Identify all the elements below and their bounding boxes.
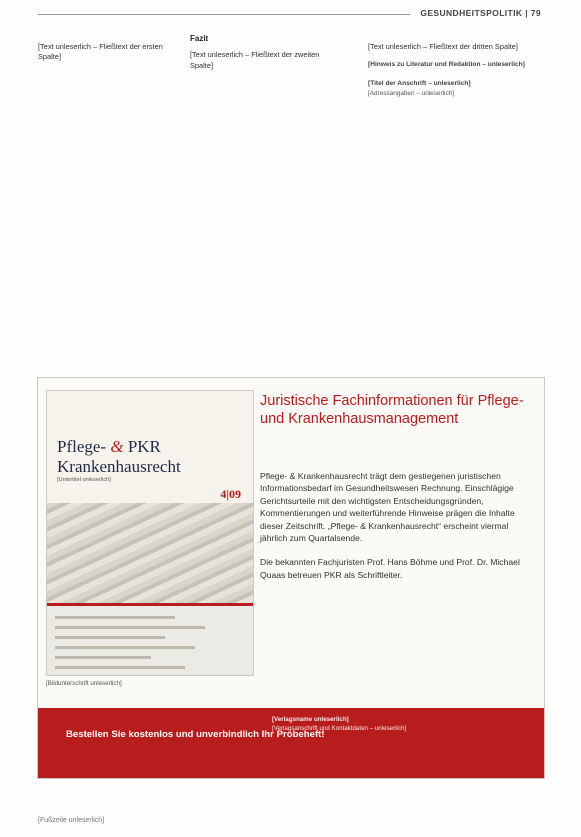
toc-line	[55, 636, 165, 639]
cover-title	[57, 437, 181, 477]
ad-order-bar	[38, 708, 544, 778]
toc-line	[55, 626, 205, 629]
ad-body	[260, 470, 530, 593]
cover-title-abbreviation: PKR	[127, 437, 161, 456]
address-line: [Adressangaben – unleserlich]	[368, 89, 454, 97]
article-column-2	[190, 34, 332, 79]
cover-title-part: Pflege-	[57, 437, 107, 456]
cover-issue-number: 4|09	[220, 487, 241, 501]
toc-line	[55, 646, 195, 649]
article-column-3	[368, 42, 538, 98]
ad-paragraph: Die bekannten Fachjuristen Prof. Hans Böhme und Prof. Dr. Michael Quaas betreuen PKR als Schriftleiter.	[260, 557, 520, 580]
article-paragraph: [Text unleserlich – Fließtext der ersten Spalte]	[38, 42, 163, 62]
cover-caption: [Bildunterschrift unleserlich]	[46, 680, 122, 687]
cover-table-of-contents	[47, 603, 253, 676]
publisher-info	[272, 716, 534, 734]
publisher-name: [Verlagsname unleserlich]	[272, 716, 349, 723]
article-paragraph: [Text unleserlich – Fließtext der zweiten Spalte]	[190, 50, 320, 70]
ad-paragraph: Pflege- & Krankenhausrecht trägt dem gestiegenen juristischen Informationsbedarf im Gesundheitswesen Rechnung. Einschlägige Gerichtsurteile mit den wichtigsten Entscheidungsgründen, Kommentierungen und weiterführende Hinweise prägen die Inhalte dieser Zeitschrift. „Pflege- & Krankenhausrecht“ erscheint viermal jährlich zum Quartalsende.	[260, 471, 515, 544]
address-title: [Titel der Anschrift – unleserlich]	[368, 80, 471, 88]
cover-title-ampersand: &	[110, 437, 124, 456]
toc-line	[55, 666, 185, 669]
advertisement	[37, 377, 545, 779]
toc-line	[55, 656, 151, 659]
literature-note: [Hinweis zu Literatur und Redaktion – unleserlich]	[368, 61, 525, 69]
cover-subtitle: [Untertitel unleserlich]	[57, 477, 111, 483]
order-call-to-action[interactable]: Bestellen Sie kostenlos und unverbindlich Ihr Probeheft!	[66, 729, 325, 740]
article-paragraph: [Text unleserlich – Fließtext der dritten Spalte]	[368, 42, 518, 51]
header-rule	[38, 14, 410, 15]
cover-title-line2: Krankenhausrecht	[57, 457, 181, 476]
section-header: GESUNDHEITSPOLITIK | 79	[420, 8, 541, 18]
cover-staircase-photo	[47, 503, 253, 603]
ad-headline: Juristische Fachinformationen für Pflege- und Krankenhausmanagement	[260, 393, 524, 427]
toc-line	[55, 616, 175, 619]
section-heading-fazit: Fazit	[190, 34, 209, 43]
publisher-line: [Verlagsanschrift und Kontaktdaten – unleserlich]	[272, 724, 407, 732]
magazine-cover	[46, 390, 254, 676]
article-column-1	[38, 42, 182, 71]
page-footer: [Fußzeile unleserlich]	[38, 817, 105, 824]
